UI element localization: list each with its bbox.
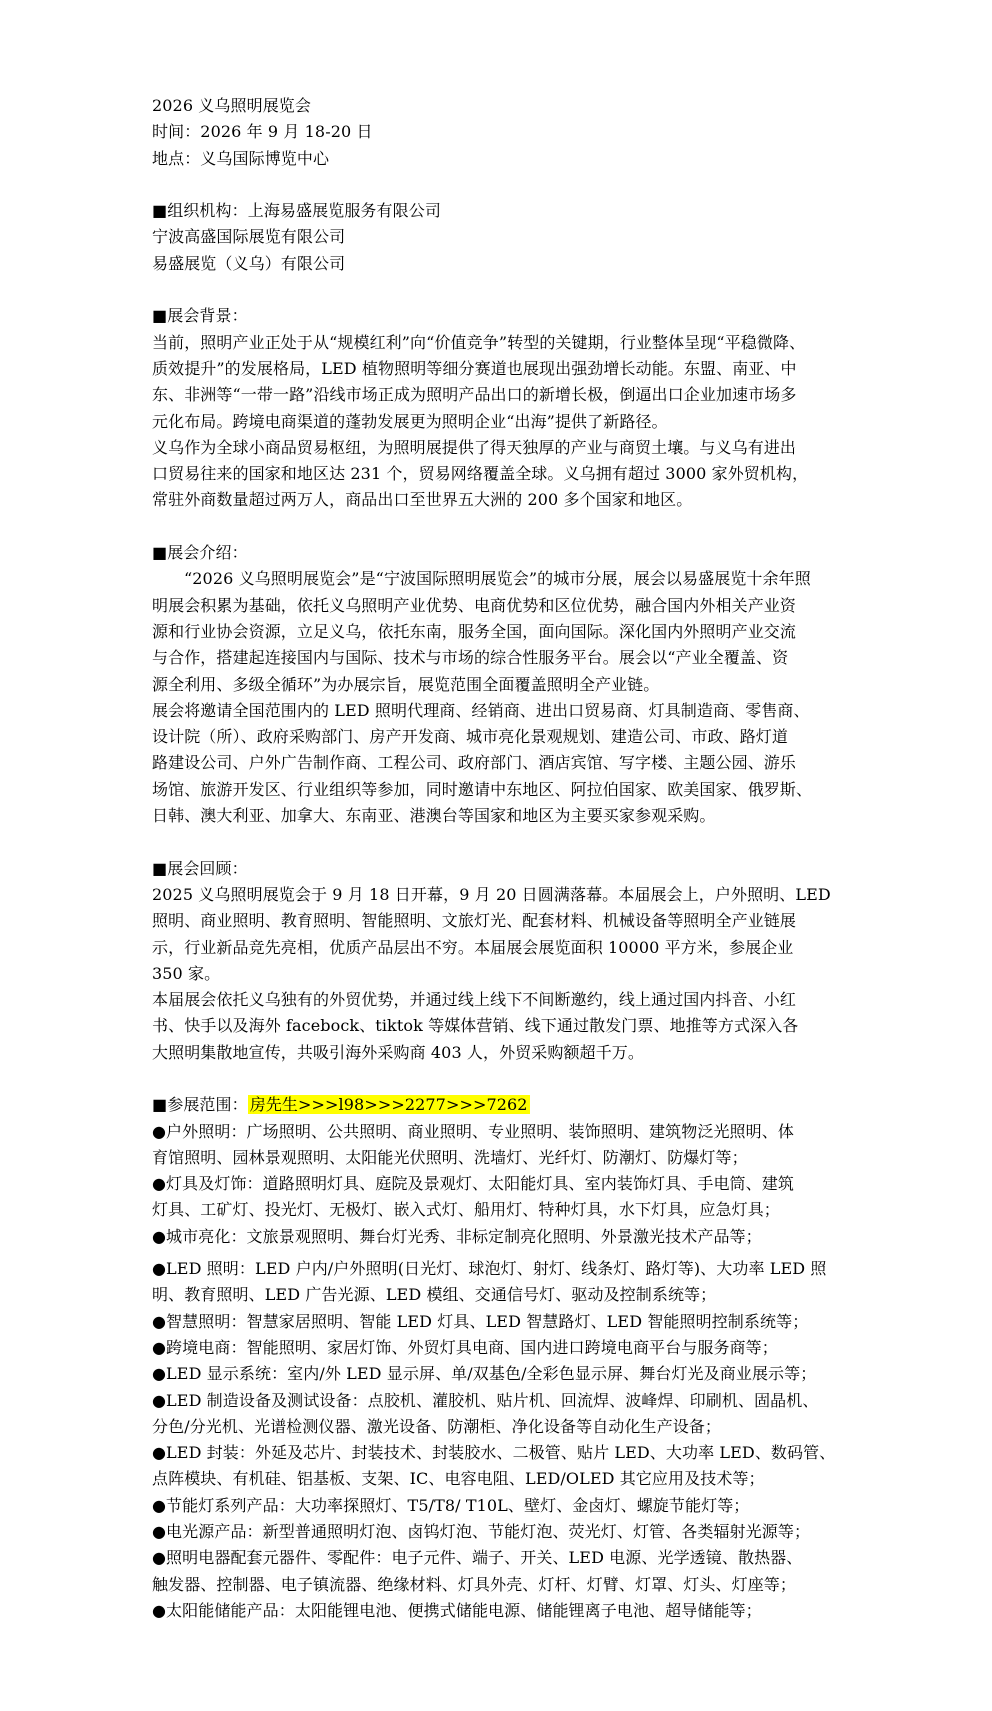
scope-list-1	[152, 1119, 852, 1250]
text-line: 明展会积累为基础，依托义乌照明产业优势、电商优势和区位优势，融合国内外相关产业资	[152, 595, 797, 615]
text-line: 与合作，搭建起连接国内与国际、技术与市场的综合性服务平台。展会以“产业全覆盖、资	[152, 648, 789, 668]
scope-heading-row	[152, 1092, 852, 1118]
scope-heading: ■参展范围：	[152, 1095, 248, 1115]
intro-heading: ■展会介绍：	[152, 543, 248, 563]
document-title: 2026 义乌照明展览会	[152, 96, 312, 115]
list-item: ●智慧照明：智慧家居照明、智能 LED 灯具、LED 智慧路灯、LED 智能照明控制系统等；	[152, 1311, 809, 1331]
text-line: 义乌作为全球小商品贸易枢纽，为照明展提供了得天独厚的产业与商贸土壤。与义乌有进出	[152, 437, 797, 457]
text-line: 设计院（所）、政府采购部门、房产开发商、城市亮化景观规划、建造公司、市政、路灯道	[152, 727, 789, 747]
text-line: 质效提升”的发展格局，LED 植物照明等细分赛道也展现出强劲增长动能。东盟、南亚、中	[152, 358, 797, 378]
text-line: 东、非洲等“一带一路”沿线市场正成为照明产品出口的新增长极，倒逼出口企业加速市场多	[152, 385, 797, 405]
list-item: ●太阳能储能产品：太阳能锂电池、便携式储能电源、储能锂离子电池、超导储能等；	[152, 1600, 762, 1620]
list-item: ●照明电器配套元器件、零配件：电子元件、端子、开关、LED 电源、光学透镜、散热器、	[152, 1548, 803, 1568]
list-item: ●节能灯系列产品：大功率探照灯、T5/T8/ T10L、壁灯、金卤灯、螺旋节能灯等；	[152, 1495, 750, 1515]
background-heading: ■展会背景：	[152, 306, 248, 326]
text-line: 示，行业新品竞先亮相，优质产品层出不穷。本届展会展览面积 10000 平方米，参展企业	[152, 937, 794, 957]
list-item: ●跨境电商：智能照明、家居灯饰、外贸灯具电商、国内进口跨境电商平台与服务商等；	[152, 1337, 778, 1357]
document-page	[152, 93, 852, 1624]
text-line: 照明、商业照明、教育照明、智能照明、文旅灯光、配套材料、机械设备等照明全产业链展	[152, 911, 797, 931]
organizer-2: 宁波高盛国际展览有限公司	[152, 227, 346, 247]
list-item: ●户外照明：广场照明、公共照明、商业照明、专业照明、装饰照明、建筑物泛光照明、体	[152, 1121, 794, 1141]
text-line: 350 家。	[152, 963, 221, 983]
list-item: ●城市亮化：文旅景观照明、舞台灯光秀、非标定制亮化照明、外景激光技术产品等；	[152, 1226, 762, 1246]
event-place: 地点：义乌国际博览中心	[152, 148, 330, 168]
text-line: 日韩、澳大利亚、加拿大、东南亚、港澳台等国家和地区为主要买家参观采购。	[152, 806, 716, 826]
text-line: 路建设公司、户外广告制作商、工程公司、政府部门、酒店宾馆、写字楼、主题公园、游乐	[152, 753, 797, 773]
text-line: 书、快手以及海外 facebock、tiktok 等媒体营销、线下通过散发门票、地推等方式深入各	[152, 1016, 799, 1036]
text-line: 2025 义乌照明展览会于 9 月 18 日开幕，9 月 20 日圆满落幕。本届展会上，户外照明、LED	[152, 884, 831, 904]
list-item: 触发器、控制器、电子镇流器、绝缘材料、灯具外壳、灯杆、灯臂、灯罩、灯头、灯座等；	[152, 1574, 797, 1594]
intro-paragraph	[152, 566, 852, 829]
text-line: 常驻外商数量超过两万人，商品出口至世界五大洲的 200 多个国家和地区。	[152, 490, 693, 510]
event-time: 时间：2026 年 9 月 18-20 日	[152, 122, 373, 142]
list-item: 育馆照明、园林景观照明、太阳能光伏照明、洗墙灯、光纤灯、防潮灯、防爆灯等；	[152, 1147, 748, 1167]
text-line: 场馆、旅游开发区、行业组织等参加，同时邀请中东地区、阿拉伯国家、欧美国家、俄罗斯、	[152, 779, 813, 799]
contact-highlight: 房先生>>>l98>>>2277>>>7262	[249, 1095, 528, 1115]
list-item: ●电光源产品：新型普通照明灯泡、卤钨灯泡、节能灯泡、荧光灯、灯管、各类辐射光源等；	[152, 1522, 811, 1542]
organizers-heading: ■组织机构：上海易盛展览服务有限公司	[152, 201, 441, 221]
background-paragraph	[152, 330, 852, 514]
text-line: “2026 义乌照明展览会”是“宁波国际照明展览会”的城市分展，展会以易盛展览十余年照	[184, 569, 811, 589]
text-line: 当前，照明产业正处于从“规模红利”向“价值竞争”转型的关键期，行业整体呈现“平稳微降、	[152, 332, 806, 352]
scope-list-2	[152, 1256, 852, 1624]
text-line: 展会将邀请全国范围内的 LED 照明代理商、经销商、进出口贸易商、灯具制造商、零售商、	[152, 700, 810, 720]
organizer-3: 易盛展览（义乌）有限公司	[152, 253, 346, 273]
list-item: 明、教育照明、LED 广告光源、LED 模组、交通信号灯、驱动及控制系统等；	[152, 1285, 717, 1305]
text-line: 口贸易往来的国家和地区达 231 个，贸易网络覆盖全球。义乌拥有超过 3000 家外贸机构，	[152, 464, 809, 484]
text-line: 大照明集散地宣传，共吸引海外采购商 403 人，外贸采购额超千万。	[152, 1042, 645, 1062]
text-line: 源和行业协会资源，立足义乌，依托东南，服务全国，面向国际。深化国内外照明产业交流	[152, 621, 797, 641]
list-item: ●灯具及灯饰：道路照明灯具、庭院及景观灯、太阳能灯具、室内装饰灯具、手电筒、建筑	[152, 1174, 794, 1194]
list-item: 灯具、工矿灯、投光灯、无极灯、嵌入式灯、船用灯、特种灯具，水下灯具，应急灯具；	[152, 1200, 780, 1220]
list-item: ●LED 照明：LED 户内/户外照明(日光灯、球泡灯、射灯、线条灯、路灯等)、大功率 LED 照	[152, 1259, 827, 1279]
list-item: 分色/分光机、光谱检测仪器、激光设备、防潮柜、净化设备等自动化生产设备；	[152, 1416, 721, 1436]
list-item: ●LED 封装：外延及芯片、封装技术、封装胶水、二极管、贴片 LED、大功率 LED、数码管、	[152, 1443, 836, 1463]
list-item: ●LED 制造设备及测试设备：点胶机、灌胶机、贴片机、回流焊、波峰焊、印刷机、固晶机、	[152, 1390, 819, 1410]
text-line: 本届展会依托义乌独有的外贸优势，并通过线上线下不间断邀约，线上通过国内抖音、小红	[152, 990, 797, 1010]
list-item: 点阵模块、有机硅、铝基板、支架、IC、电容电阻、LED/OLED 其它应用及技术等；	[152, 1469, 765, 1489]
text-line: 元化布局。跨境电商渠道的蓬勃发展更为照明企业“出海”提供了新路径。	[152, 411, 668, 431]
list-item: ●LED 显示系统：室内/外 LED 显示屏、单/双基色/全彩色显示屏、舞台灯光及商业展示等；	[152, 1364, 817, 1384]
review-paragraph	[152, 882, 852, 1066]
text-line: 源全利用、多级全循环”为办展宗旨，展览范围全面覆盖照明全产业链。	[152, 674, 660, 694]
review-heading: ■展会回顾：	[152, 858, 248, 878]
